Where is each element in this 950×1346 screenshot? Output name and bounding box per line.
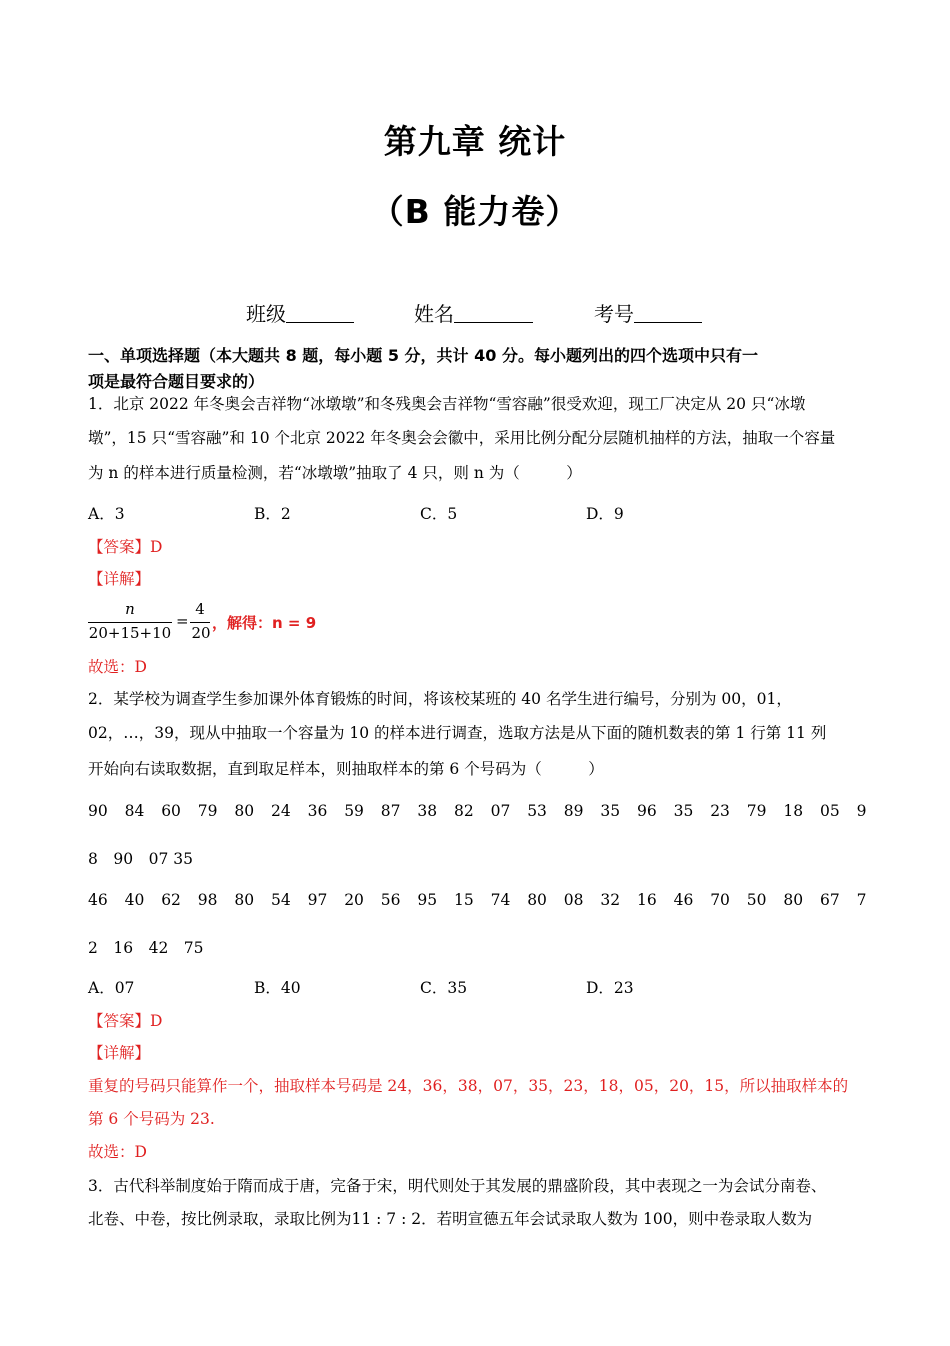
fraction-bar [88,622,172,623]
random-row2-cell: 74 [490,891,511,909]
random-row2-cell: 54 [271,891,291,909]
q3-stem-line2: 北卷、中卷，按比例录取，录取比例为11 : 7 : 2．若明宣德五年会试录取人数为 100，则中卷录取人数为 [88,1210,813,1228]
number-field [594,298,702,327]
random-row1-cell: 80 [234,802,255,820]
q1-option-d: D．9 [586,505,624,523]
fraction2-numerator: 4 [195,600,205,618]
class-blank [286,302,354,323]
random-row2-cell: 97 [307,891,328,909]
q2-option-d: D．23 [586,979,634,997]
random-row1-cell: 87 [380,802,401,820]
q3-stem-line1: 3．古代科举制度始于隋而成于唐，完备于宋，明代则处于其发展的鼎盛阶段，其中表现之一为会试分南卷、 [88,1177,827,1195]
random-row1-cell: 38 [417,802,438,820]
random-row2-cell: 7 [856,891,867,909]
random-row1-cell: 79 [197,802,218,820]
random-row2-cell: 80 [527,891,547,909]
q1-conclusion: 故选：D [88,658,147,676]
random-row2-cell: 20 [344,891,364,909]
random-row1-cell: 82 [454,802,474,820]
random-row1-cell: 05 [820,802,840,820]
section-heading-line1: 一、单项选择题（本大题共 8 题，每小题 5 分，共计 40 分。每小题列出的四个选项中只有一 [88,346,758,365]
q1-option-a: A．3 [88,505,125,523]
q2-detail-line2: 第 6 个号码为 23. [88,1110,215,1128]
random-row1-cell: 36 [307,802,328,820]
random-row2-cell: 46 [673,891,694,909]
random-row1-cell: 35 [600,802,621,820]
q1-option-b: B．2 [254,505,291,523]
q2-stem-line2: 02，…，39，现从中抽取一个容量为 10 的样本进行调查，选取方法是从下面的随机数表的第 1 行第 11 列 [88,724,827,742]
q2-option-a: A．07 [88,979,135,997]
q1-stem-line3: 为 n 的样本进行质量检测，若“冰墩墩”抽取了 4 只，则 n 为（ ） [88,464,582,482]
random-row1-cell: 96 [637,802,657,820]
section-heading-line2: 项是最符合题目要求的） [88,372,265,391]
q2-detail-label: 【详解】 [88,1044,151,1062]
random-row1-cell: 07 [490,802,511,820]
number-label: 考号 [594,302,634,326]
random-row2-cell: 67 [820,891,840,909]
equals-sign: = [176,612,189,630]
random-row1-cell: 24 [271,802,291,820]
random-row1-cell: 60 [161,802,181,820]
random-table-row1-wrap: 8 90 07 35 [88,850,193,868]
random-row1-cell: 9 [856,802,867,820]
random-table-row2-wrap: 2 16 42 75 [88,939,204,957]
q2-answer: 【答案】D [88,1012,163,1030]
random-row2-cell: 80 [234,891,255,909]
number-blank [634,302,702,323]
q2-stem-line3: 开始向右读取数据，直到取足样本，则抽取样本的第 6 个号码为（ ） [88,760,604,778]
random-row2-cell: 62 [161,891,181,909]
q1-answer: 【答案】D [88,538,163,556]
q2-stem-line1: 2．某学校为调查学生参加课外体育锻炼的时间，将该校某班的 40 名学生进行编号，分别为 00，01， [88,690,792,708]
class-label: 班级 [246,302,286,326]
random-row1-cell: 90 [88,802,108,820]
random-row2-cell: 80 [783,891,804,909]
random-row1-cell: 79 [746,802,767,820]
random-row2-cell: 08 [563,891,584,909]
random-row2-cell: 50 [746,891,767,909]
q1-option-c: C．5 [420,505,458,523]
random-row2-cell: 15 [454,891,474,909]
random-row2-cell: 98 [197,891,218,909]
random-row1-cell: 84 [124,802,145,820]
random-row2-cell: 32 [600,891,621,909]
random-row1-cell: 59 [344,802,364,820]
q2-option-c: C．35 [420,979,468,997]
q2-detail-line1: 重复的号码只能算作一个，抽取样本号码是 24，36，38，07，35，23，18，05，20，15，所以抽取样本的 [88,1077,849,1095]
page-title: 第九章 统计 [383,122,567,161]
random-row2-cell: 56 [380,891,401,909]
random-row2-cell: 46 [88,891,108,909]
q1-solution: ，解得：n = 9 [212,614,317,632]
random-row2-cell: 16 [637,891,657,909]
q1-stem-line1: 1．北京 2022 年冬奥会吉祥物“冰墩墩”和冬残奥会吉祥物“雪容融”很受欢迎，现工厂决定从 20 只“冰墩 [88,395,806,413]
random-row1-cell: 35 [673,802,694,820]
random-row2-cell: 70 [710,891,730,909]
random-row2-cell: 95 [417,891,438,909]
random-row1-cell: 53 [527,802,547,820]
random-row1-cell: 23 [710,802,730,820]
random-row1-cell: 89 [563,802,584,820]
name-blank [454,302,533,323]
name-field [414,298,533,327]
page-subtitle: （B 能力卷） [370,192,580,231]
q1-stem-line2: 墩”，15 只“雪容融”和 10 个北京 2022 年冬奥会会徽中，采用比例分配分层随机抽样的方法，抽取一个容量 [88,429,836,447]
random-row2-cell: 40 [124,891,145,909]
q1-detail-label: 【详解】 [88,570,151,588]
class-field [246,298,354,327]
name-label: 姓名 [414,302,454,326]
random-row1-cell: 18 [783,802,804,820]
fraction2-denominator: 20 [191,624,211,642]
q2-conclusion: 故选：D [88,1143,147,1161]
fraction-numerator: n [125,600,135,618]
fraction2-bar [190,622,210,623]
fraction-denominator: 20+15+10 [88,624,172,642]
q2-option-b: B．40 [254,979,301,997]
